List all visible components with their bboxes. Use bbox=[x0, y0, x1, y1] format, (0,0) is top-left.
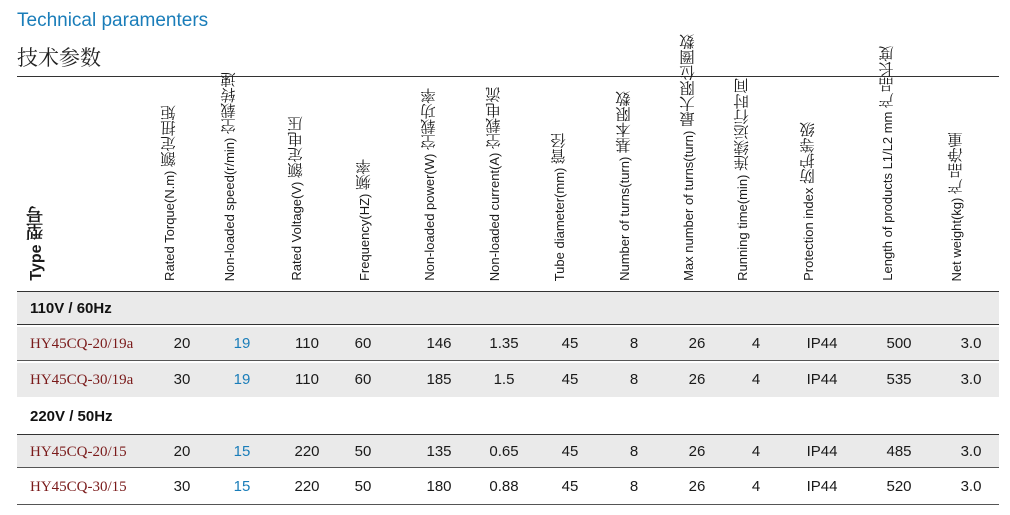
header-power-en: Non-loaded power(W) bbox=[422, 153, 437, 281]
header-running-time-cn: 连续运行时间 bbox=[734, 78, 751, 172]
header-torque-cn: 额定扭矩 bbox=[161, 105, 178, 168]
cell-current: 0.65 bbox=[489, 443, 519, 460]
cell-max-turns: 26 bbox=[688, 478, 706, 495]
header-running-time-en: Running time(min) bbox=[735, 174, 750, 281]
header-weight-cn: 产品净重 bbox=[948, 131, 965, 194]
header-torque bbox=[162, 77, 202, 289]
cell-max-turns: 26 bbox=[688, 335, 706, 352]
cell-voltage: 220 bbox=[294, 478, 320, 495]
cell-type: HY45CQ-20/19a bbox=[30, 336, 134, 352]
cell-protection: IP44 bbox=[806, 335, 838, 352]
table-row bbox=[17, 434, 999, 468]
header-protection bbox=[801, 77, 841, 289]
header-type-cn: 型号 bbox=[27, 206, 46, 241]
group-label: 220V / 50Hz bbox=[30, 408, 113, 425]
header-current-en: Non-loaded current(A) bbox=[487, 152, 502, 281]
header-protection-cn: 防护等级 bbox=[800, 122, 817, 185]
header-max-turns bbox=[680, 34, 721, 289]
header-current-cn: 空载电流 bbox=[486, 86, 503, 149]
cell-max-turns: 26 bbox=[688, 443, 706, 460]
cell-length: 500 bbox=[886, 335, 912, 352]
header-turns-cn: 基本限数 bbox=[616, 91, 633, 154]
table-row bbox=[17, 470, 999, 504]
header-speed-cn: 空载转速 bbox=[221, 71, 238, 134]
cell-voltage: 110 bbox=[295, 371, 319, 388]
header-tube bbox=[552, 77, 592, 289]
cell-current: 0.88 bbox=[489, 478, 519, 495]
cell-frequency: 60 bbox=[354, 335, 372, 352]
cell-torque: 30 bbox=[173, 371, 191, 388]
header-weight-en: Net weight(kg) bbox=[949, 197, 964, 281]
cell-tube: 45 bbox=[561, 371, 579, 388]
cell-protection: IP44 bbox=[806, 371, 838, 388]
cell-current: 1.35 bbox=[489, 335, 519, 352]
cell-power: 146 bbox=[426, 335, 452, 352]
cell-type: HY45CQ-20/15 bbox=[30, 444, 127, 460]
cell-protection: IP44 bbox=[806, 478, 838, 495]
header-power-cn: 空载功率 bbox=[421, 88, 438, 151]
header-weight bbox=[949, 77, 989, 289]
header-turns bbox=[617, 77, 657, 289]
bottom-rule bbox=[17, 504, 999, 505]
table-row bbox=[17, 363, 999, 397]
cell-current: 1.5 bbox=[493, 371, 515, 388]
cell-power: 185 bbox=[426, 371, 452, 388]
cell-running-time: 4 bbox=[751, 371, 761, 388]
cell-type: HY45CQ-30/19a bbox=[30, 372, 134, 388]
group-heading-220v bbox=[17, 399, 999, 433]
cell-voltage: 220 bbox=[294, 443, 320, 460]
header-voltage-en: Rated Voltage(V) bbox=[289, 181, 304, 281]
cell-length: 485 bbox=[886, 443, 912, 460]
header-length-en: Length of products L1/L2 mm bbox=[880, 111, 895, 281]
header-running-time bbox=[735, 77, 775, 289]
header-tube-en: Tube diameter(mm) bbox=[552, 167, 567, 281]
title-en: Technical paramenters bbox=[17, 10, 209, 31]
title-cn: 技术参数 bbox=[17, 47, 101, 70]
header-frequency bbox=[357, 77, 397, 289]
cell-weight: 3.0 bbox=[960, 443, 982, 460]
cell-power: 180 bbox=[426, 478, 452, 495]
cell-type: HY45CQ-30/15 bbox=[30, 479, 127, 495]
header-type-en: Type bbox=[28, 244, 45, 281]
cell-max-turns: 26 bbox=[688, 371, 706, 388]
cell-length: 535 bbox=[886, 371, 912, 388]
cell-weight: 3.0 bbox=[960, 478, 982, 495]
cell-frequency: 50 bbox=[354, 478, 372, 495]
cell-tube: 45 bbox=[561, 478, 579, 495]
cell-torque: 20 bbox=[173, 335, 191, 352]
header-length-cn: 产品长度 bbox=[879, 46, 896, 109]
header-power bbox=[422, 77, 462, 289]
header-protection-en: Protection index bbox=[801, 187, 816, 281]
cell-turns: 8 bbox=[629, 335, 639, 352]
cell-frequency: 50 bbox=[354, 443, 372, 460]
header-type bbox=[29, 77, 89, 289]
header-turns-en: Number of turns(turn) bbox=[617, 156, 632, 281]
cell-voltage: 110 bbox=[295, 335, 319, 352]
header-voltage bbox=[289, 77, 329, 289]
header-max-turns-cn: 最大限位圈数 bbox=[680, 34, 697, 128]
cell-turns: 8 bbox=[629, 478, 639, 495]
header-frequency-cn: 频率 bbox=[356, 158, 373, 190]
cell-frequency: 60 bbox=[354, 371, 372, 388]
cell-speed: 15 bbox=[233, 443, 251, 460]
header-current bbox=[487, 77, 527, 289]
header-speed-en: Non-loaded speed(r/min) bbox=[222, 137, 237, 281]
header-length bbox=[879, 46, 920, 289]
header-speed bbox=[221, 71, 262, 289]
cell-running-time: 4 bbox=[751, 443, 761, 460]
cell-length: 520 bbox=[886, 478, 912, 495]
header-tube-cn: 管径 bbox=[551, 132, 568, 164]
header-max-turns-en: Max number of turns(turn) bbox=[681, 130, 696, 281]
cell-protection: IP44 bbox=[806, 443, 838, 460]
cell-speed: 19 bbox=[233, 371, 251, 388]
cell-torque: 30 bbox=[173, 478, 191, 495]
cell-tube: 45 bbox=[561, 443, 579, 460]
group-band-110v bbox=[17, 291, 999, 325]
header-torque-en: Rated Torque(N.m) bbox=[162, 170, 177, 281]
cell-weight: 3.0 bbox=[960, 371, 982, 388]
cell-torque: 20 bbox=[173, 443, 191, 460]
table-row bbox=[17, 327, 999, 361]
cell-running-time: 4 bbox=[751, 478, 761, 495]
cell-tube: 45 bbox=[561, 335, 579, 352]
cell-weight: 3.0 bbox=[960, 335, 982, 352]
cell-turns: 8 bbox=[629, 371, 639, 388]
cell-running-time: 4 bbox=[751, 335, 761, 352]
cell-speed: 19 bbox=[233, 335, 251, 352]
cell-speed: 15 bbox=[233, 478, 251, 495]
group-label: 110V / 60Hz bbox=[30, 300, 112, 317]
cell-turns: 8 bbox=[629, 443, 639, 460]
header-frequency-en: Frequency(HZ) bbox=[357, 193, 372, 281]
cell-power: 135 bbox=[426, 443, 452, 460]
header-voltage-cn: 额定电压 bbox=[288, 116, 305, 179]
